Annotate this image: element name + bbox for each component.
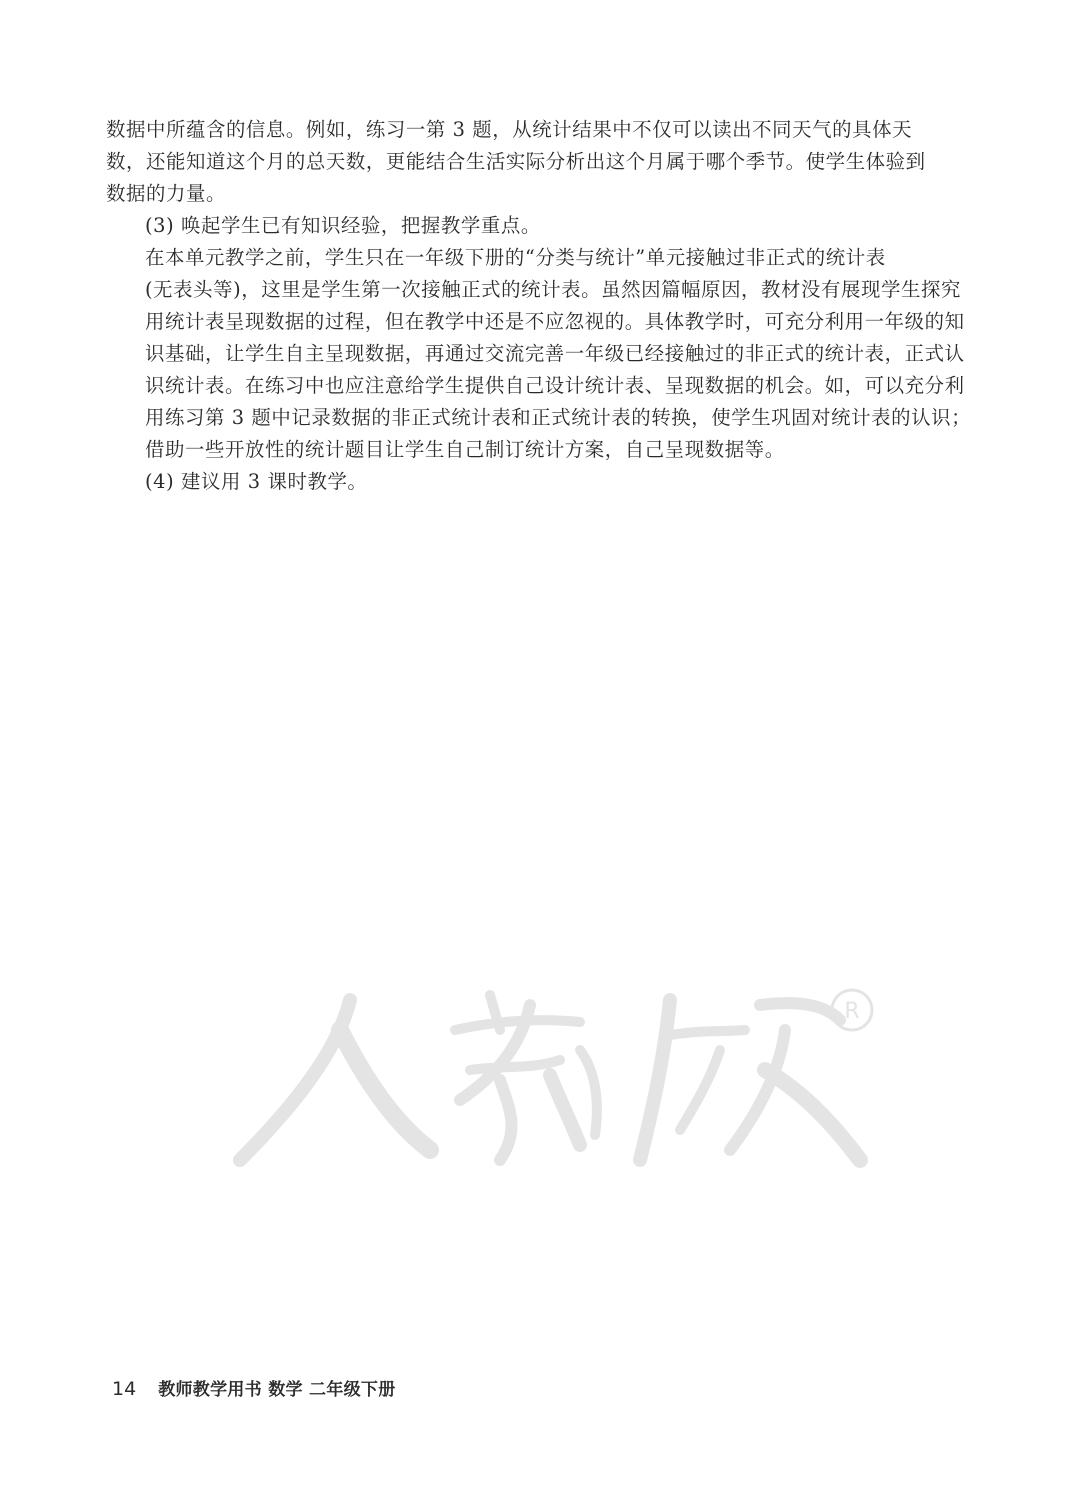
text-line: 在本单元教学之前，学生只在一年级下册的“分类与统计”单元接触过非正式的统计表 — [145, 246, 886, 269]
book-title: 教师教学用书 数学 二年级下册 — [158, 1380, 396, 1400]
text-line: 识基础，让学生自主呈现数据，再通过交流完善一年级已经接触过的非正式的统计表，正式认 — [145, 342, 965, 365]
text-line: (无表头等)，这里是学生第一次接触正式的统计表。虽然因篇幅原因，教材没有展现学生探究 — [145, 278, 961, 301]
registered-mark-icon — [832, 990, 872, 1030]
body-text — [106, 114, 974, 498]
text-line: 数据中所蕴含的信息。例如，练习一第 3 题，从统计结果中不仅可以读出不同天气的具体天 — [106, 118, 913, 141]
text-line: 用统计表呈现数据的过程，但在教学中还是不应忽视的。具体教学时，可充分利用一年级的知 — [145, 310, 965, 333]
page-footer — [112, 1375, 396, 1405]
page-number: 14 — [112, 1378, 137, 1400]
text-line: 数，还能知道这个月的总天数，更能结合生活实际分析出这个月属于哪个季节。使学生体验到 — [106, 150, 926, 173]
paragraph-heading-4 — [106, 466, 974, 498]
text-line: (3) 唤起学生已有知识经验，把握教学重点。 — [145, 214, 541, 237]
publisher-watermark-logo — [200, 960, 900, 1190]
paragraph-data-information — [106, 114, 974, 210]
text-line: 数据的力量。 — [106, 182, 226, 205]
svg-text:R: R — [844, 999, 860, 1024]
paragraph-statistics-table — [106, 242, 974, 466]
text-line: 借助一些开放性的统计题目让学生自己制订统计方案，自己呈现数据等。 — [145, 438, 785, 461]
text-line: 识统计表。在练习中也应注意给学生提供自己设计统计表、呈现数据的机会。如，可以充分利 — [145, 374, 965, 397]
text-line: 用练习第 3 题中记录数据的非正式统计表和正式统计表的转换，使学生巩固对统计表的认识； — [145, 406, 972, 429]
paragraph-heading-3 — [106, 210, 974, 242]
text-line: (4) 建议用 3 课时教学。 — [145, 470, 368, 493]
